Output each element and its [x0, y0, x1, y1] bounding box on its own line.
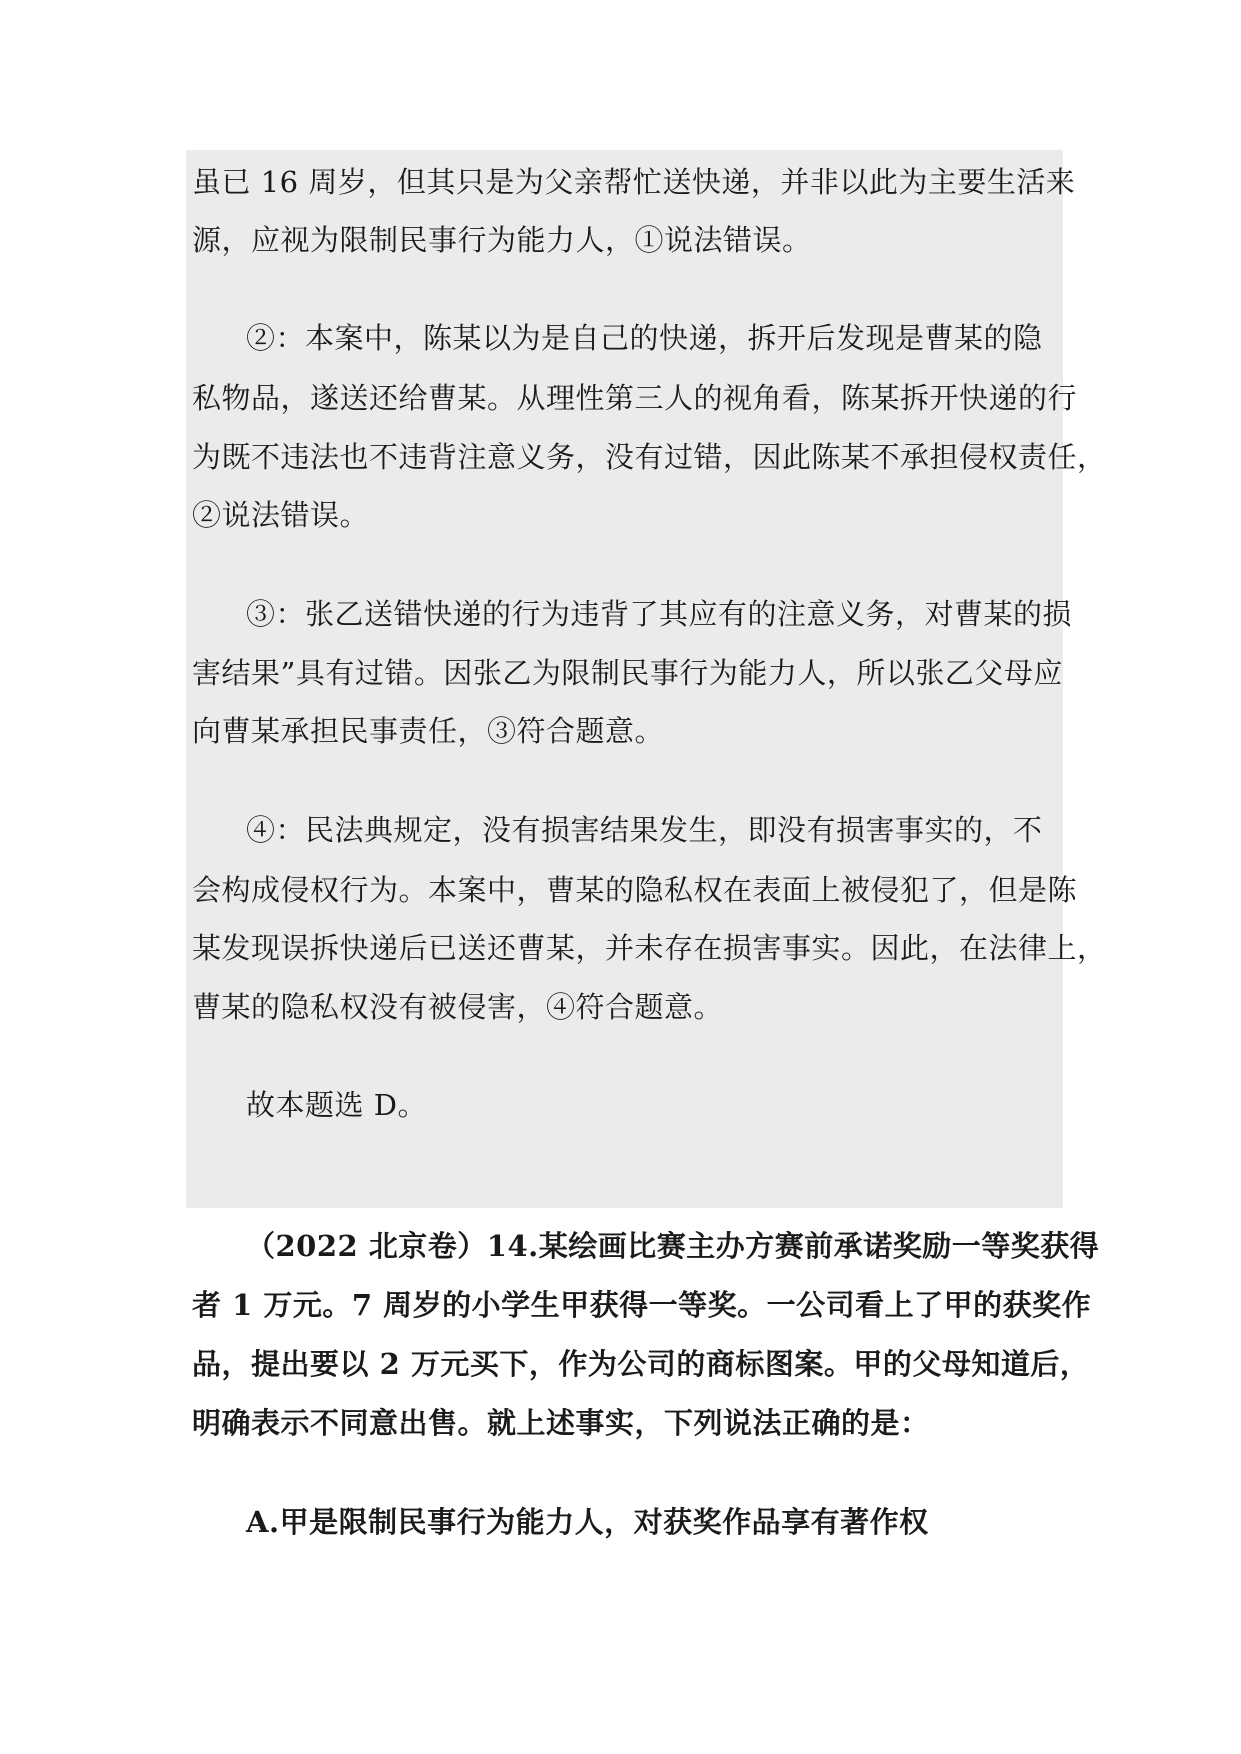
explanation-para4-line2: 会构成侵权行为。本案中，曹某的隐私权在表面上被侵犯了，但是陈	[192, 873, 1078, 907]
explanation-para2-line3: 为既不违法也不违背注意义务，没有过错，因此陈某不承担侵权责任，	[192, 440, 1107, 474]
explanation-para1-line1: 虽已 16 周岁，但其只是为父亲帮忙送快递，并非以此为主要生活来	[192, 165, 1076, 199]
explanation-para3-line2: 害结果”具有过错。因张乙为限制民事行为能力人，所以张乙父母应	[192, 656, 1063, 690]
explanation-para3-line3: 向曹某承担民事责任，③符合题意。	[192, 714, 665, 748]
explanation-para2-line2: 私物品，遂送还给曹某。从理性第三人的视角看，陈某拆开快递的行	[192, 381, 1078, 415]
explanation-para1-line2: 源，应视为限制民事行为能力人，①说法错误。	[192, 223, 812, 257]
question-line1: （2022 北京卷）14.某绘画比赛主办方赛前承诺奖励一等奖获得	[246, 1229, 1100, 1263]
explanation-para3-line1: ③：张乙送错快递的行为违背了其应有的注意义务，对曹某的损	[246, 597, 1073, 631]
explanation-para4-line1: ④：民法典规定，没有损害结果发生，即没有损害事实的，不	[246, 813, 1043, 847]
explanation-para4-line4: 曹某的隐私权没有被侵害，④符合题意。	[192, 990, 724, 1024]
question-line3: 品，提出要以 2 万元买下，作为公司的商标图案。甲的父母知道后，	[192, 1347, 1090, 1381]
question-line4: 明确表示不同意出售。就上述事实，下列说法正确的是：	[192, 1406, 930, 1440]
explanation-para2-line4: ②说法错误。	[192, 498, 370, 532]
explanation-para4-line3: 某发现误拆快递后已送还曹某，并未存在损害事实。因此，在法律上，	[192, 931, 1107, 965]
question-line2: 者 1 万元。7 周岁的小学生甲获得一等奖。一公司看上了甲的获奖作	[192, 1288, 1092, 1322]
explanation-para2-line1: ②：本案中，陈某以为是自己的快递，拆开后发现是曹某的隐	[246, 321, 1043, 355]
option-a: A.甲是限制民事行为能力人，对获奖作品享有著作权	[246, 1505, 929, 1539]
explanation-conclusion: 故本题选 D。	[246, 1088, 427, 1122]
